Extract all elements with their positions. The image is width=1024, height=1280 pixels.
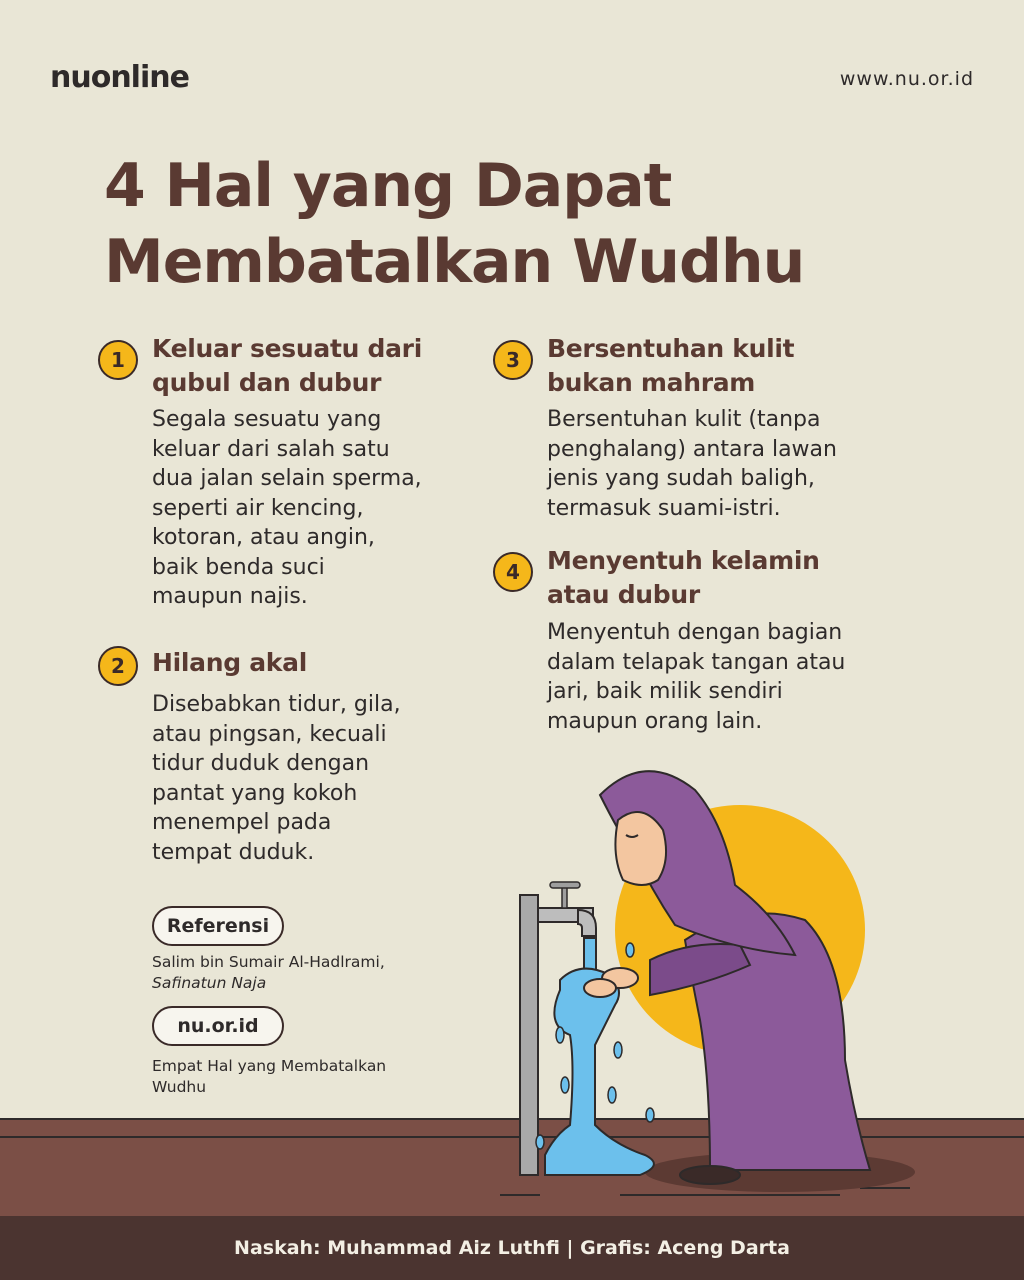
item-4-title: [547, 544, 820, 612]
item-3-title-line: Bersentuhan kulit: [547, 334, 795, 363]
page-title-line-2: Membatalkan Wudhu: [104, 227, 805, 297]
item-1-desc-line: maupun najis.: [152, 584, 308, 609]
item-1-desc-line: keluar dari salah satu: [152, 436, 390, 462]
number-badge-1: 1: [98, 340, 138, 380]
item-1-desc-line: seperti air kencing,: [152, 495, 364, 521]
item-1-desc-line: kotoran, atau angin,: [152, 525, 375, 550]
item-1-title-line: qubul dan dubur: [152, 368, 382, 397]
reference-article: [152, 1056, 386, 1098]
page-title: [104, 148, 924, 300]
reference-source: [152, 952, 385, 994]
item-2-description: [152, 690, 401, 867]
item-3-desc-line: penghalang) antara lawan: [547, 436, 837, 462]
item-3-title: [547, 332, 794, 400]
item-2-desc-line: pantat yang kokoh: [152, 780, 358, 806]
water-pipe: [520, 895, 538, 1175]
reference-author: Salim bin Sumair Al-Hadlrami,: [152, 953, 385, 971]
number-badge-4: 4: [493, 552, 533, 592]
item-2-desc-line: atau pingsan, kecuali: [152, 721, 387, 747]
item-3-desc-line: termasuk suami-istri.: [547, 495, 781, 521]
item-4-description: [547, 618, 845, 736]
item-4-desc-line: jari, baik milik sendiri: [547, 679, 783, 704]
woman-washing-hands-illustration: [500, 750, 920, 1200]
item-3-title-line: bukan mahram: [547, 368, 756, 397]
page-title-line-1: 4 Hal yang Dapat: [104, 151, 672, 221]
item-4-desc-line: dalam telapak tangan atau: [547, 649, 846, 675]
item-2-desc-line: menempel pada: [152, 810, 332, 835]
item-1-description: [152, 405, 422, 612]
item-2-desc-line: Disebabkan tidur, gila,: [152, 692, 401, 717]
nuonline-logo: nuonline: [50, 60, 189, 95]
reference-article-line: Wudhu: [152, 1078, 207, 1096]
item-1-desc-line: Segala sesuatu yang: [152, 407, 382, 432]
number-badge-3: 3: [493, 340, 533, 380]
item-4-title-line: atau dubur: [547, 580, 700, 609]
faucet-icon: [538, 882, 596, 936]
item-4-desc-line: Menyentuh dengan bagian: [547, 620, 843, 645]
item-4-desc-line: maupun orang lain.: [547, 708, 763, 734]
item-1-title-line: Keluar sesuatu dari: [152, 334, 422, 363]
reference-badge: Referensi: [152, 906, 284, 946]
item-2-desc-line: tempat duduk.: [152, 839, 315, 865]
item-4-title-line: Menyentuh kelamin: [547, 546, 820, 575]
item-1-title: [152, 332, 422, 400]
item-2-desc-line: tidur duduk dengan: [152, 751, 370, 776]
item-1-desc-line: baik benda suci: [152, 554, 325, 580]
reference-article-line: Empat Hal yang Membatalkan: [152, 1057, 387, 1075]
item-1-desc-line: dua jalan selain sperma,: [152, 466, 422, 491]
site-badge[interactable]: nu.or.id: [152, 1006, 284, 1046]
credits-footer: Naskah: Muhammad Aiz Luthfi | Grafis: Aceng Darta: [0, 1216, 1024, 1280]
site-url[interactable]: www.nu.or.id: [839, 68, 974, 90]
item-3-description: [547, 405, 837, 523]
item-2-title-line: Hilang akal: [152, 648, 307, 677]
item-2-title: [152, 646, 307, 680]
item-3-desc-line: Bersentuhan kulit (tanpa: [547, 407, 821, 432]
item-3-desc-line: jenis yang sudah baligh,: [547, 466, 815, 491]
reference-book-title: Safinatun Naja: [152, 974, 267, 992]
number-badge-2: 2: [98, 646, 138, 686]
